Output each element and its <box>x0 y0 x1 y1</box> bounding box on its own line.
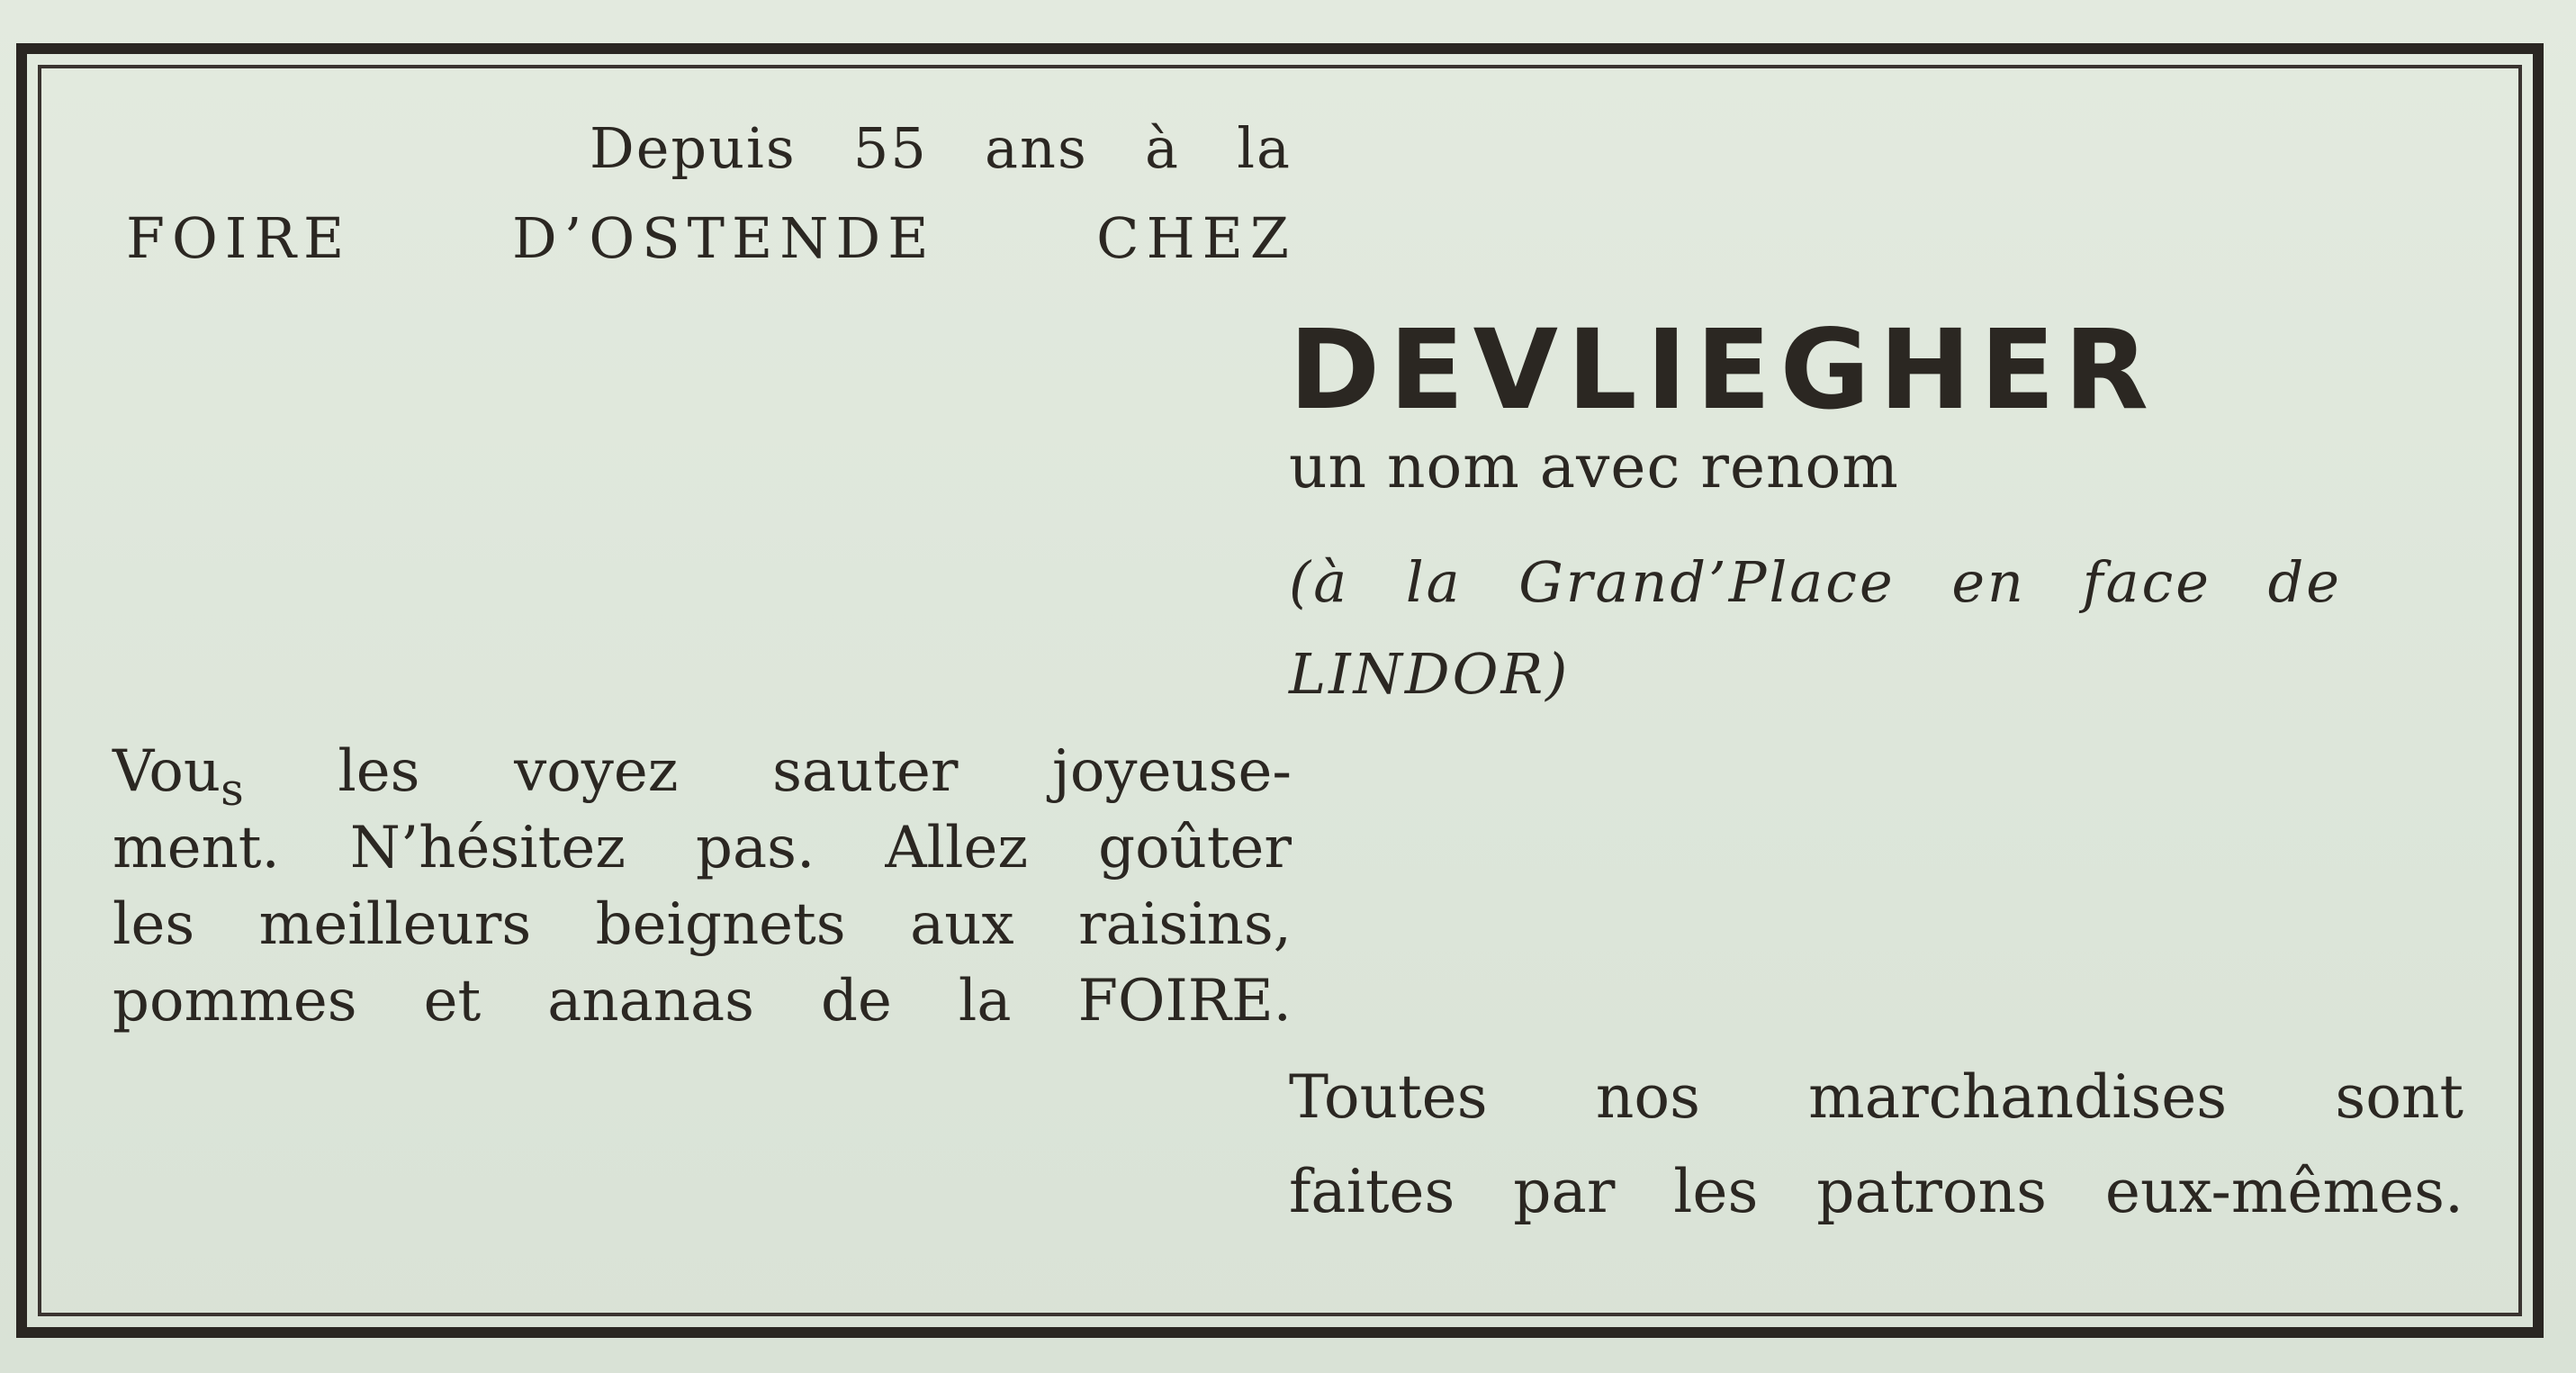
body-line-1-subscript: s <box>221 763 244 816</box>
body-line-4: pommes et ananas de la FOIRE. <box>113 968 1292 1034</box>
closing-line-1: Toutes nos marchandises sont <box>1289 1062 2463 1132</box>
body-line-1-rest: les voyez sauter joyeuse- <box>243 738 1292 805</box>
body-line-1 <box>113 738 1292 816</box>
address-line-1: (à la Grand’Place en face de <box>1289 549 2342 615</box>
slogan: un nom avec renom <box>1289 432 1899 501</box>
intro-line-2: FOIRE D’OSTENDE CHEZ <box>126 205 1296 271</box>
body-line-1-prefix: Vou <box>113 738 221 805</box>
brand-name: DEVLIEGHER <box>1289 306 2158 434</box>
body-line-3: les meilleurs beignets aux raisins, <box>113 891 1292 958</box>
intro-line-1: Depuis 55 ans à la <box>590 115 1292 181</box>
closing-line-2: faites par les patrons eux-mêmes. <box>1289 1157 2463 1226</box>
address-line-2: LINDOR) <box>1289 641 1571 707</box>
body-line-2: ment. N’hésitez pas. Allez goûter <box>113 815 1292 881</box>
